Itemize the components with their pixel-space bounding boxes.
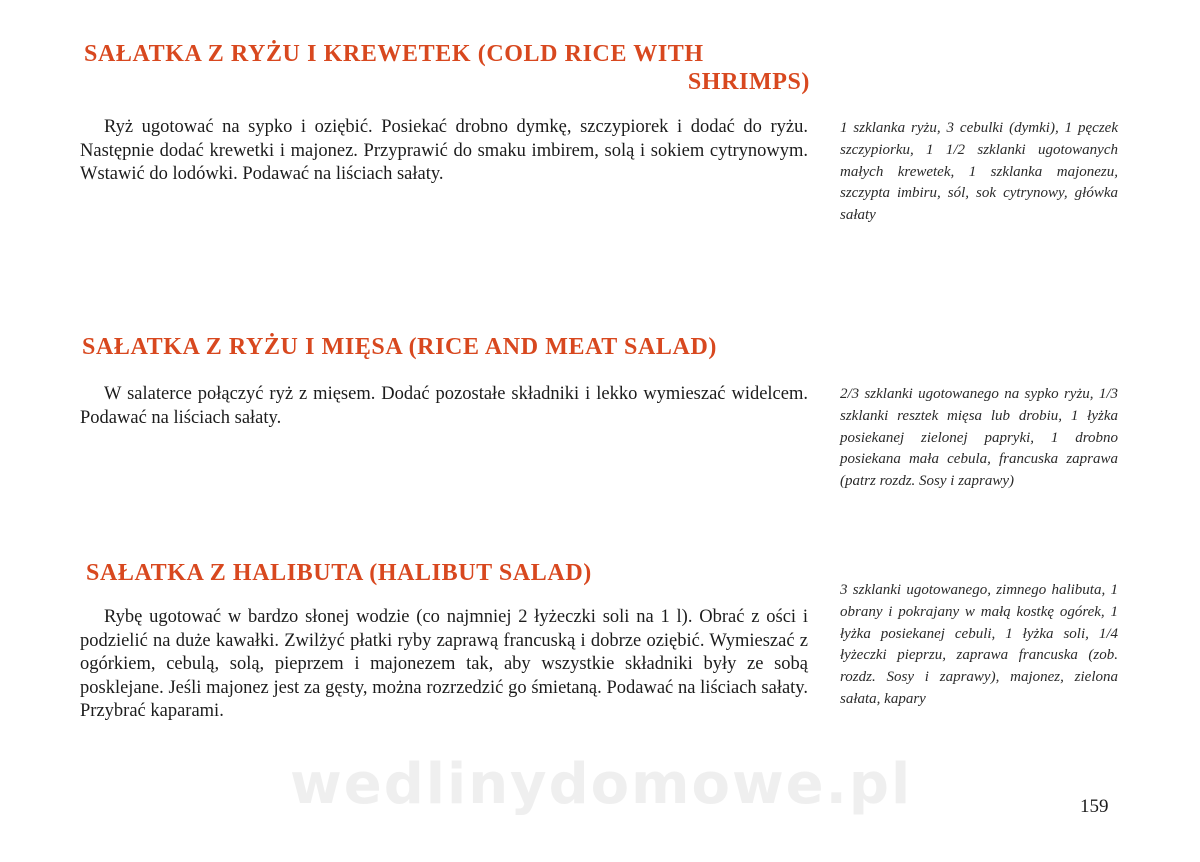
recipe-title-halibut: SAŁATKA Z HALIBUTA (HALIBUT SALAD) <box>86 560 592 586</box>
recipe-ingredients-rice-meat: 2/3 szklanki ugotowanego na sypko ryżu, 1/3 szklanki resztek mięsa lub drobiu, 1 łyżka posiekanej zielonej papryki, 1 drobno posiekana mała cebula, francuska zaprawa (patrz rozdz. Sosy i zaprawy) <box>840 386 1118 490</box>
recipe-ingredients-rice-shrimps: 1 szklanka ryżu, 3 cebulki (dymki), 1 pęczek szczypiorku, 1 1/2 szklanki ugotowanych małych krewetek, 1 szklanka majonezu, szczypta imbiru, sól, sok cytrynowy, główka sałaty <box>840 120 1118 224</box>
recipe-instructions-rice-shrimps: Ryż ugotować na sypko i oziębić. Posiekać drobno dymkę, szczypiorek i dodać do ryżu. Następnie dodać krewetki i majonez. Przyprawić do smaku imbirem, solą i sokiem cytrynowym. Wstawić do lodówki. Podawać na liściach sałaty. <box>80 117 808 184</box>
watermark: wedlinydomowe.pl <box>290 752 913 817</box>
recipe-title-rice-shrimps <box>84 40 810 96</box>
recipe-instructions-rice-meat: W salaterce połączyć ryż z mięsem. Dodać pozostałe składniki i lekko wymieszać widelcem. Podawać na liściach sałaty. <box>80 384 808 428</box>
recipe-title-line-2: SHRIMPS) <box>687 69 810 95</box>
recipe-title-rice-meat: SAŁATKA Z RYŻU I MIĘSA (RICE AND MEAT SALAD) <box>82 334 717 360</box>
recipe-ingredients-halibut: 3 szklanki ugotowanego, zimnego halibuta, 1 obrany i pokrajany w małą kostkę ogórek, 1 łyżka posiekanej cebuli, 1 łyżka soli, 1/4 łyżeczki pieprzu, zaprawa francuska (zob. rozdz. Sosy i zaprawy), majonez, zielona sałata, kapary <box>840 582 1118 707</box>
recipe-instructions-halibut: Rybę ugotować w bardzo słonej wodzie (co najmniej 2 łyżeczki soli na 1 l). Obrać z ości i podzielić na duże kawałki. Zwilżyć płatki ryby zaprawą francuską i dobrze oziębić. Wymieszać z ogórkiem, cebulą, solą, pieprzem i majonezem tak, aby wszystkie składniki były ze sobą posklejane. Jeśli majonez jest za gęsty, można rozrzedzić go śmietaną. Podawać na liściach sałaty. Przybrać kaparami. <box>80 607 808 721</box>
page-number: 159 <box>1080 796 1109 817</box>
recipe-title-line-1: SAŁATKA Z RYŻU I KREWETEK (COLD RICE WITH <box>84 41 704 67</box>
